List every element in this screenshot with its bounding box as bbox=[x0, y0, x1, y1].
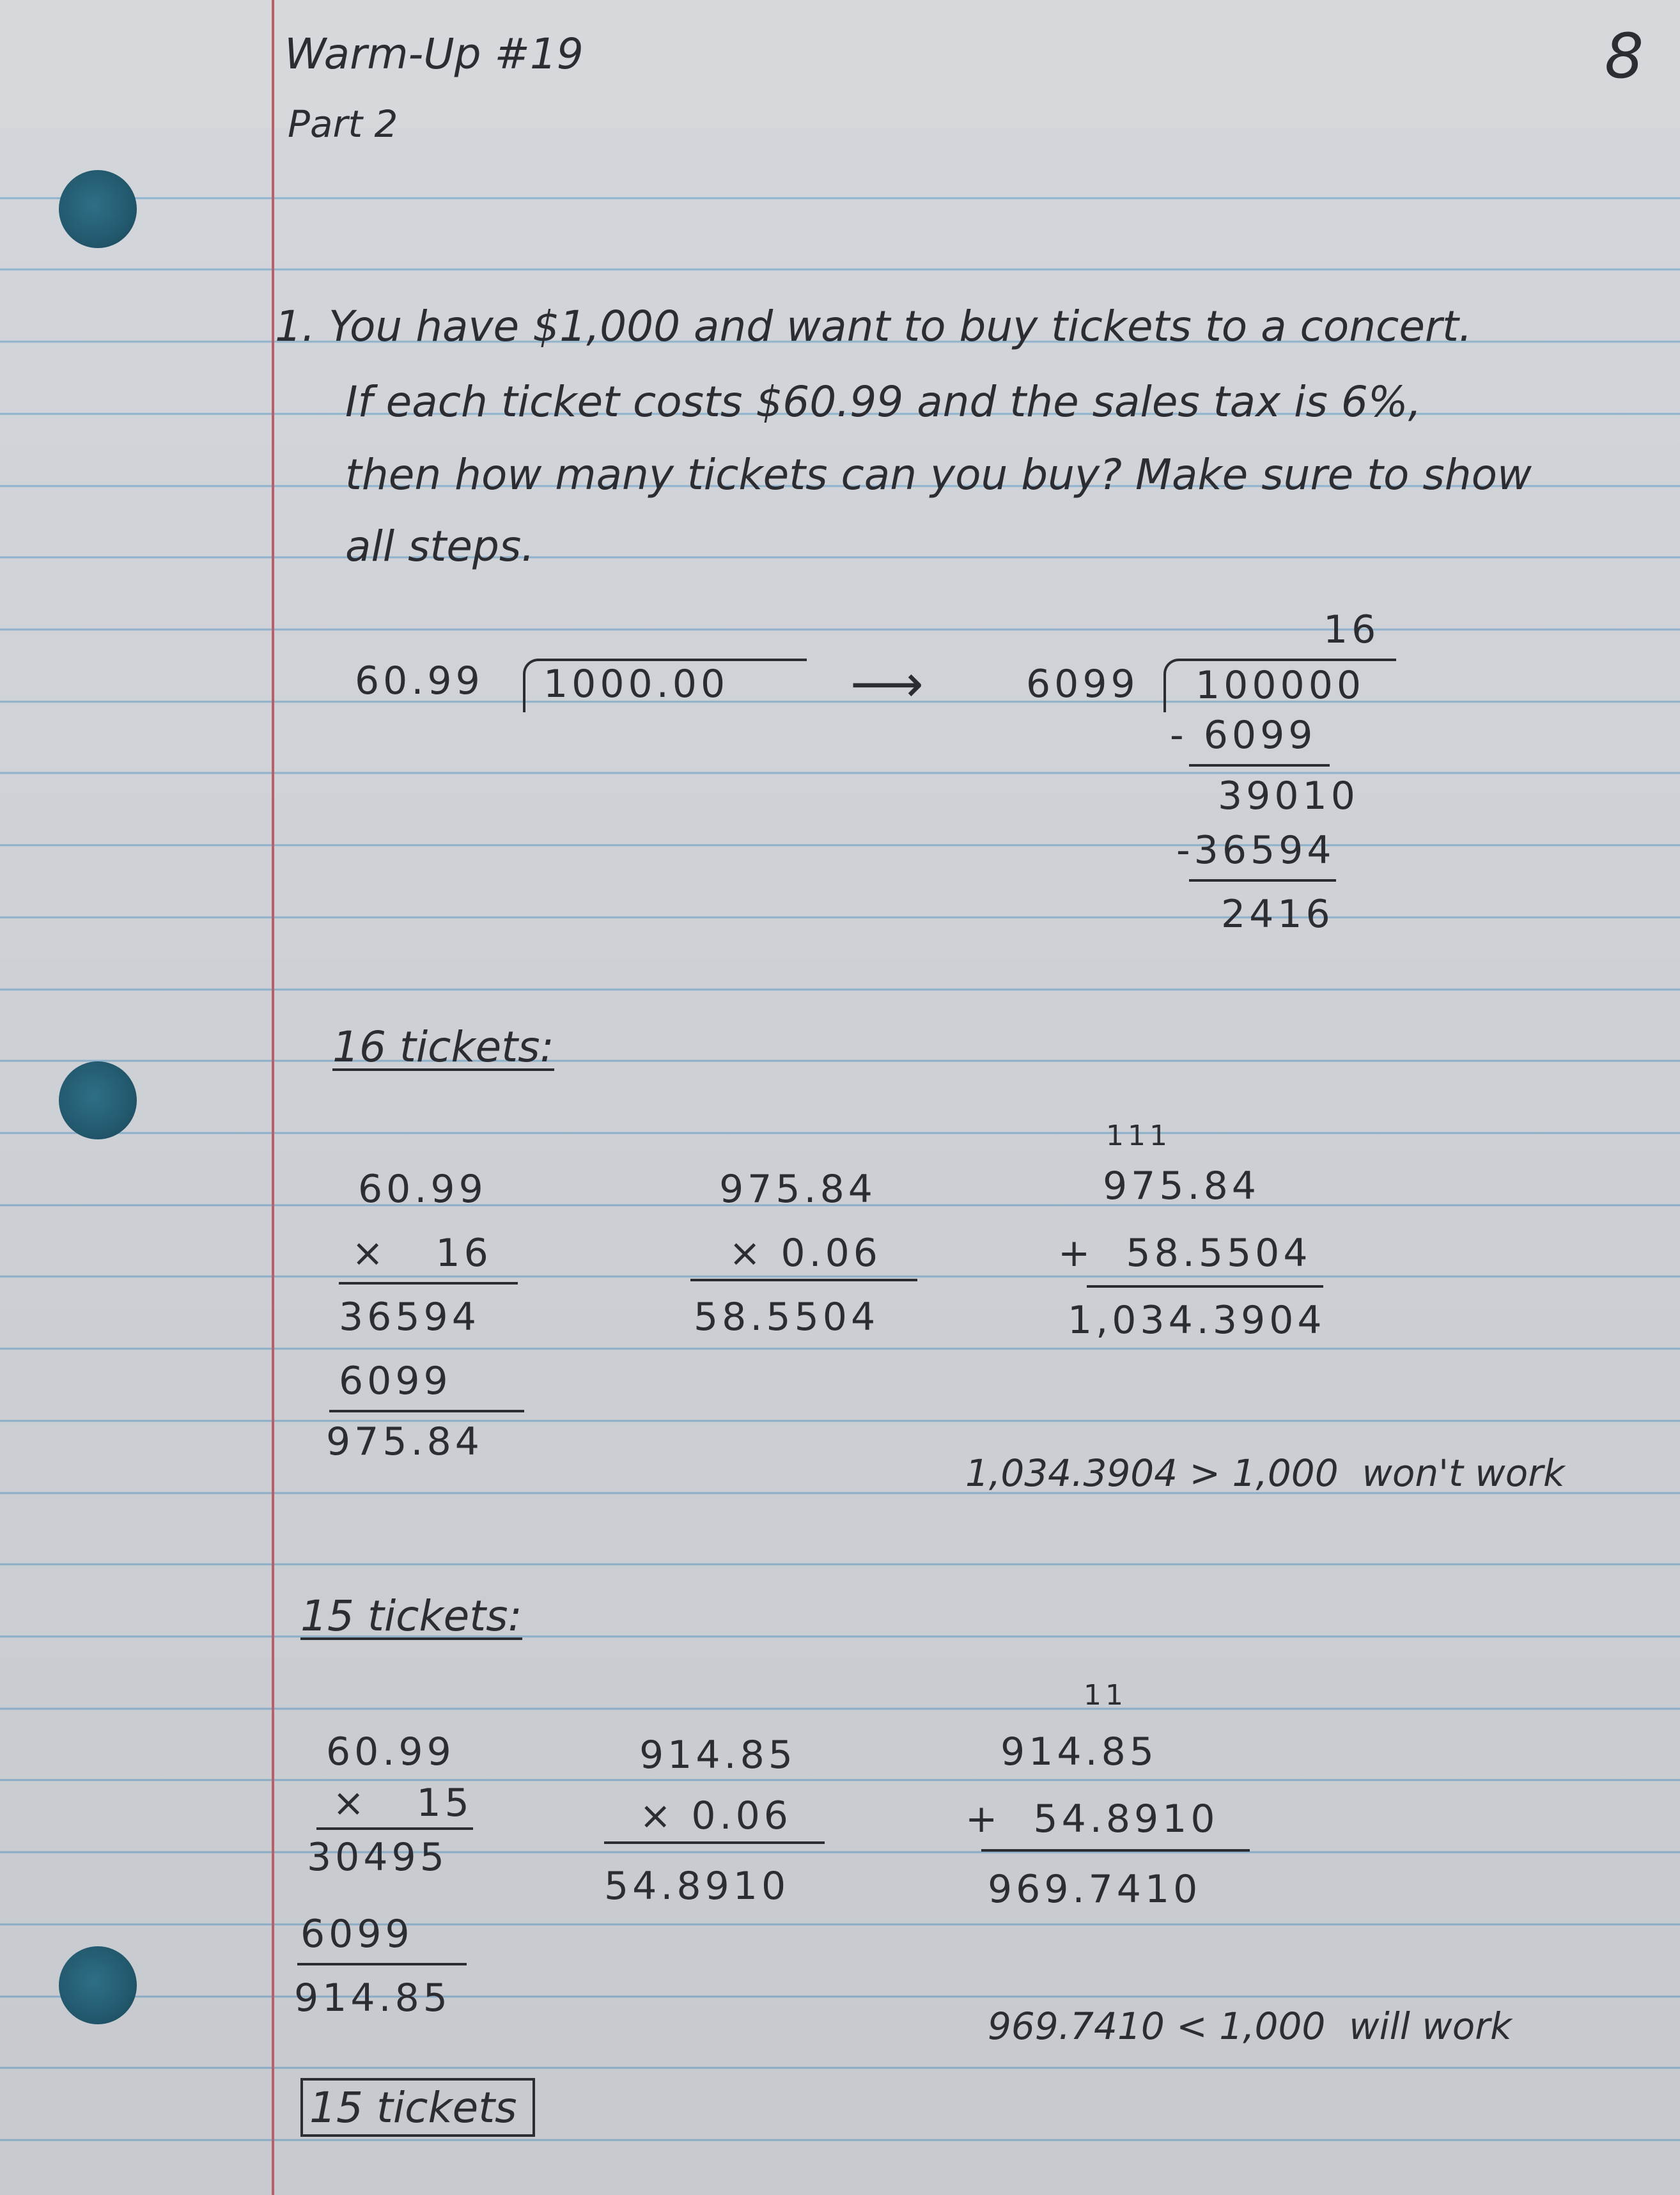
division-divisor: 6099 bbox=[1026, 662, 1139, 707]
sixteen-mult-p1: 36594 bbox=[339, 1295, 480, 1340]
fifteen-mult-p1: 30495 bbox=[307, 1835, 448, 1880]
sixteen-mult-b: × 16 bbox=[352, 1231, 492, 1276]
problem-line-2: If each ticket costs $60.99 and the sales tax is 6%, bbox=[345, 377, 1422, 426]
fifteen-sum-result: 969.7410 bbox=[988, 1867, 1202, 1912]
division-dividend-original: 1000.00 bbox=[543, 662, 729, 707]
fifteen-mult-b: × 15 bbox=[332, 1781, 473, 1825]
division-rule-2 bbox=[1189, 879, 1336, 882]
fifteen-tax-rule bbox=[604, 1841, 825, 1844]
fifteen-tax-b: × 0.06 bbox=[639, 1793, 792, 1838]
fifteen-sum-b: + 54.8910 bbox=[965, 1797, 1219, 1841]
page-subtitle: Part 2 bbox=[288, 102, 398, 146]
page-title: Warm-Up #19 bbox=[284, 29, 584, 79]
fifteen-heading: 15 tickets: bbox=[300, 1591, 522, 1641]
page-number: 8 bbox=[1605, 20, 1644, 92]
margin-line bbox=[272, 0, 274, 2195]
sixteen-sum-b: + 58.5504 bbox=[1058, 1231, 1312, 1276]
fifteen-mult-rule-2 bbox=[297, 1963, 467, 1965]
sixteen-tax-a: 975.84 bbox=[719, 1167, 876, 1212]
division-step-2: 39010 bbox=[1218, 774, 1359, 818]
division-remainder: 2416 bbox=[1221, 892, 1334, 937]
final-answer-box: 15 tickets bbox=[300, 2078, 535, 2137]
sixteen-mult-rule-2 bbox=[329, 1410, 524, 1412]
division-arrow: ⟶ bbox=[850, 654, 924, 714]
sixteen-mult-result: 975.84 bbox=[326, 1419, 483, 1464]
sixteen-sum-result: 1,034.3904 bbox=[1068, 1298, 1326, 1343]
paper-header-band bbox=[0, 0, 1680, 128]
fifteen-sum-carry: 11 bbox=[1084, 1679, 1127, 1712]
division-quotient: 16 bbox=[1323, 607, 1380, 652]
fifteen-conclusion: 969.7410 < 1,000 will work bbox=[988, 2004, 1512, 2048]
fifteen-mult-p2: 6099 bbox=[300, 1912, 414, 1957]
fifteen-mult-result: 914.85 bbox=[294, 1976, 451, 2020]
problem-line-3: then how many tickets can you buy? Make sure to show bbox=[345, 450, 1532, 499]
division-rule-1 bbox=[1189, 764, 1330, 767]
sixteen-heading: 16 tickets: bbox=[332, 1022, 554, 1072]
division-divisor-original: 60.99 bbox=[355, 659, 484, 703]
sixteen-mult-p2: 6099 bbox=[339, 1359, 452, 1403]
division-step-1: - 6099 bbox=[1170, 713, 1317, 758]
fifteen-sum-rule bbox=[981, 1849, 1250, 1852]
sixteen-mult-rule bbox=[339, 1282, 518, 1285]
division-dividend: 100000 bbox=[1195, 663, 1365, 708]
fifteen-mult-a: 60.99 bbox=[326, 1730, 455, 1774]
problem-line-1: 1. You have $1,000 and want to buy tickets to a concert. bbox=[275, 302, 1472, 351]
sixteen-mult-a: 60.99 bbox=[358, 1167, 487, 1212]
binder-hole-bottom bbox=[59, 1946, 137, 2024]
fifteen-tax-result: 54.8910 bbox=[604, 1864, 790, 1909]
fifteen-sum-a: 914.85 bbox=[1000, 1730, 1158, 1774]
sixteen-sum-a: 975.84 bbox=[1103, 1164, 1260, 1208]
sixteen-tax-result: 58.5504 bbox=[694, 1295, 880, 1340]
binder-hole-middle bbox=[59, 1061, 137, 1139]
binder-hole-top bbox=[59, 170, 137, 248]
problem-line-4: all steps. bbox=[345, 522, 535, 571]
sixteen-tax-rule bbox=[690, 1279, 917, 1281]
sixteen-conclusion: 1,034.3904 > 1,000 won't work bbox=[965, 1451, 1565, 1495]
division-step-3: -36594 bbox=[1176, 828, 1335, 873]
sixteen-tax-b: × 0.06 bbox=[729, 1231, 882, 1276]
sixteen-sum-rule bbox=[1087, 1285, 1323, 1288]
fifteen-mult-rule bbox=[316, 1827, 473, 1830]
fifteen-tax-a: 914.85 bbox=[639, 1733, 797, 1777]
sixteen-sum-carry: 111 bbox=[1106, 1120, 1171, 1152]
